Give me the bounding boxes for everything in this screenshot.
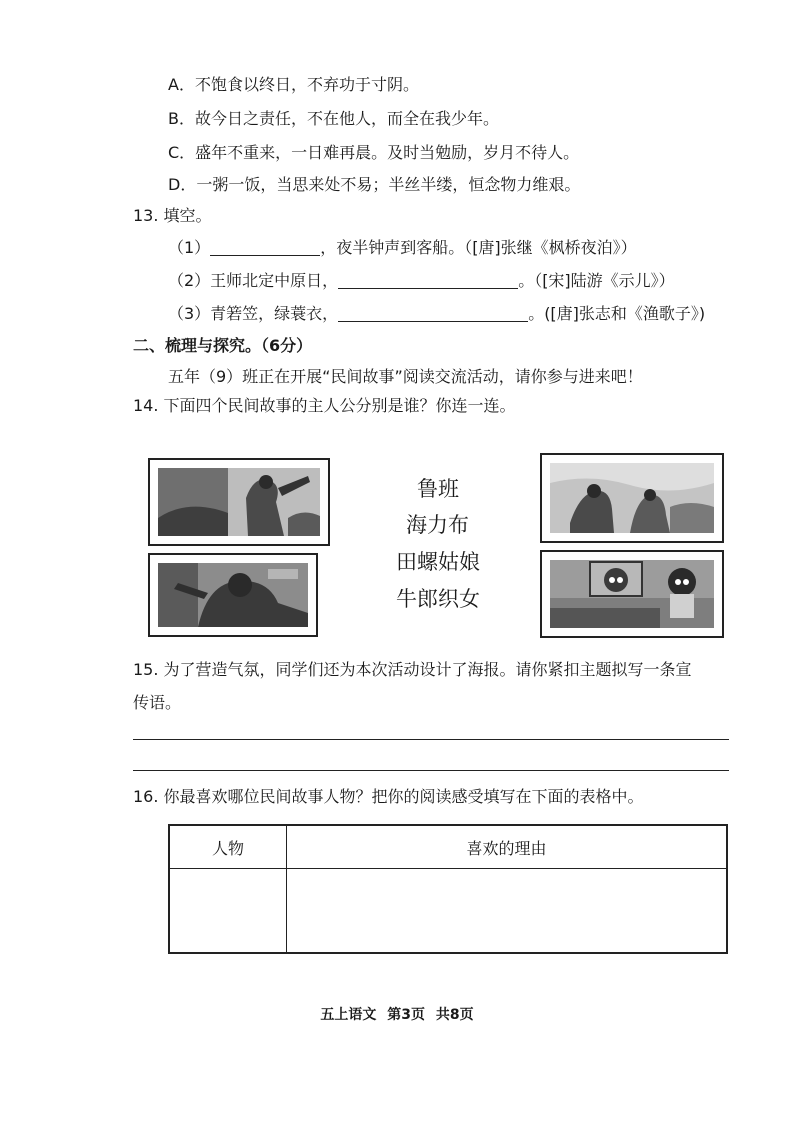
option-a: A．不饱食以终日，不弃功于寸阴。 <box>168 75 419 94</box>
q13-item-2 <box>168 270 675 292</box>
person-answer-cell[interactable] <box>169 869 287 954</box>
q14-title: 14. 下面四个民间故事的主人公分别是谁？你连一连。 <box>133 396 516 415</box>
q15-line-1: 15. 为了营造气氛，同学们还为本次活动设计了海报。请你紧扣主题拟写一条宣 <box>133 660 692 679</box>
story-image-3[interactable] <box>540 453 724 543</box>
option-b: B．故今日之责任，不在他人，而全在我少年。 <box>168 109 499 128</box>
answer-line-1[interactable] <box>133 739 729 740</box>
q13-item-3-suffix: 。([唐]张志和《渔歌子》) <box>528 304 706 323</box>
story-image-2[interactable] <box>148 553 318 637</box>
story-illustration-4 <box>550 560 714 628</box>
footer-subject: 五上语文 <box>320 1007 377 1023</box>
character-name-4[interactable]: 牛郎织女 <box>396 587 480 611</box>
q13-item-2-prefix: （2）王师北定中原日， <box>168 271 339 290</box>
footer-page: 第3页 <box>387 1007 425 1023</box>
story-illustration-1 <box>158 468 320 536</box>
q13-blank-2[interactable] <box>338 272 518 289</box>
story-illustration-2 <box>158 563 308 627</box>
table-header-row <box>169 825 727 869</box>
response-table <box>168 824 728 954</box>
section-2-heading: 二、梳理与探究。（6分） <box>133 336 313 355</box>
reason-answer-cell[interactable] <box>287 869 728 954</box>
option-d: D．一粥一饭，当思来处不易；半丝半缕，恒念物力维艰。 <box>168 175 581 194</box>
q13-title: 13. 填空。 <box>133 206 212 225</box>
page-footer <box>0 1004 794 1024</box>
q13-item-1 <box>168 237 637 259</box>
q13-item-1-suffix: ，夜半钟声到客船。（[唐]张继《枫桥夜泊》） <box>320 238 637 257</box>
q15-line-2: 传语。 <box>133 693 182 712</box>
q13-item-3 <box>168 303 705 325</box>
story-illustration-3 <box>550 463 714 533</box>
character-name-1[interactable]: 鲁班 <box>417 477 459 501</box>
answer-line-2[interactable] <box>133 770 729 771</box>
character-name-2[interactable]: 海力布 <box>406 513 469 537</box>
table-answer-row <box>169 869 727 954</box>
story-image-1[interactable] <box>148 458 330 546</box>
column-header-reason: 喜欢的理由 <box>287 825 728 869</box>
q13-item-3-prefix: （3）青箬笠，绿蓑衣， <box>168 304 339 323</box>
q13-item-2-suffix: 。（[宋]陆游《示儿》） <box>518 271 675 290</box>
section-2-intro: 五年（9）班正在开展“民间故事”阅读交流活动，请你参与进来吧！ <box>168 367 643 386</box>
story-image-4[interactable] <box>540 550 724 638</box>
column-header-person: 人物 <box>169 825 287 869</box>
footer-total: 共8页 <box>435 1007 474 1023</box>
q16-title: 16. 你最喜欢哪位民间故事人物？把你的阅读感受填写在下面的表格中。 <box>133 787 644 806</box>
q13-blank-3[interactable] <box>338 305 528 322</box>
q13-blank-1[interactable] <box>210 239 320 256</box>
option-c: C．盛年不重来，一日难再晨。及时当勉励，岁月不待人。 <box>168 143 580 162</box>
q13-item-1-prefix: （1） <box>168 238 211 257</box>
character-name-3[interactable]: 田螺姑娘 <box>396 550 480 574</box>
